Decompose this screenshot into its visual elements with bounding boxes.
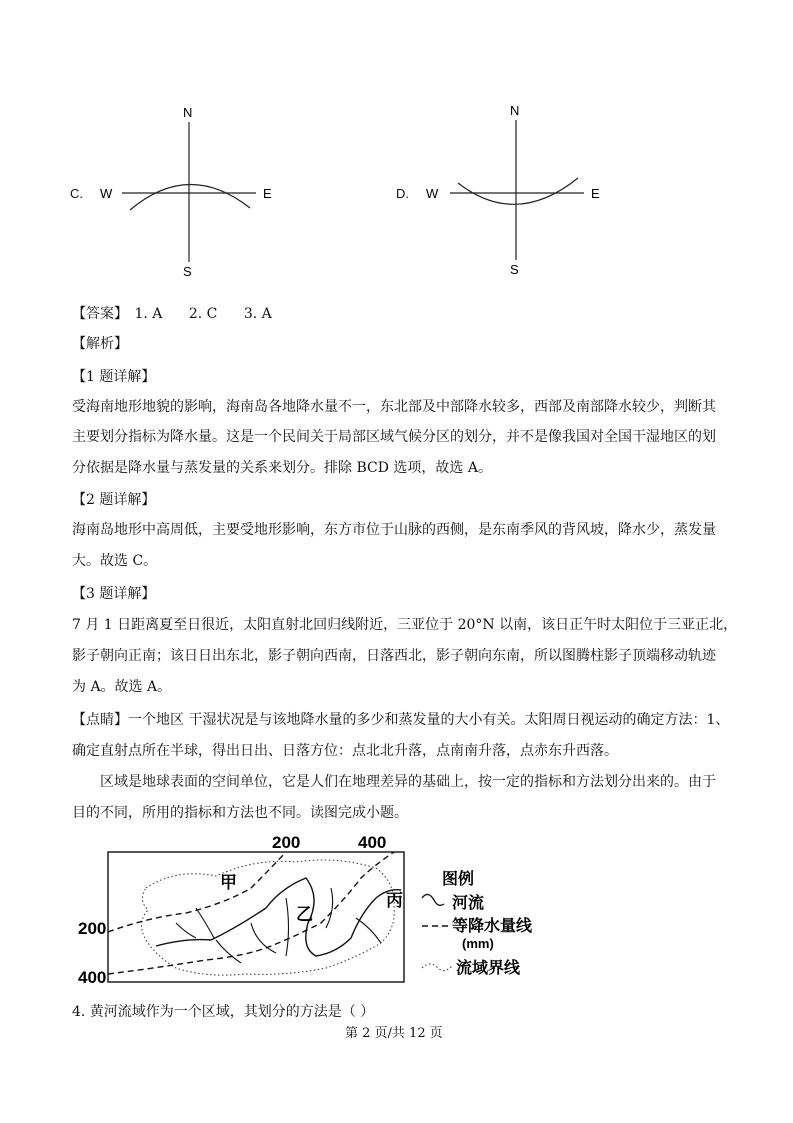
south-label: S: [183, 264, 192, 279]
west-label: W: [100, 186, 113, 201]
isohyet-200: [108, 852, 286, 932]
isohyet-label-200-left: 200: [78, 919, 107, 938]
east-label: E: [263, 186, 272, 201]
answer-line: [72, 304, 272, 324]
legend-isohyet-label: 等降水量线: [452, 918, 533, 935]
map-frame: [108, 852, 404, 982]
isohyet-label-200-top: 200: [272, 833, 301, 852]
river-tributaries: [176, 888, 381, 963]
east-label: E: [591, 186, 600, 201]
page-footer: 第 2 页/共 12 页: [345, 1026, 443, 1041]
isohyet-400: [108, 852, 394, 974]
region-label-jia: 甲: [220, 873, 237, 892]
south-label: S: [510, 262, 519, 277]
option-c-label: C.: [70, 186, 83, 201]
tip-line-1: 【点睛】一个地区 干湿状况是与该地降水量的多少和蒸发量的大小有关。太阳周日视运动的确定方法：1、: [72, 712, 730, 728]
option-d-label: D.: [396, 186, 409, 201]
legend-boundary-icon: [422, 964, 452, 971]
q1-line-1: 受海南地形地貌的影响，海南岛各地降水量不一，东北部及中部降水较多，西部及南部降水较少，判断其: [72, 399, 716, 415]
analysis-tag: 【解析】: [72, 336, 128, 352]
shadow-trajectory-curve: [458, 178, 578, 204]
north-label: N: [183, 105, 193, 120]
yellow-river-basin-map: [76, 828, 546, 993]
intro-line-1: 区域是地球表面的空间单位，它是人们在地理差异的基础上，按一定的指标和方法划分出来的。由于: [100, 774, 716, 790]
q3-line-2: 影子朝向正南；该日日出东北，影子朝向西南，日落西北，影子朝向东南，所以图腾柱影子顶端移动轨迹: [72, 648, 716, 664]
q1-heading: 【1 题详解】: [72, 369, 156, 385]
legend-title: 图例: [442, 871, 475, 888]
legend-boundary-label: 流域界线: [456, 960, 521, 977]
compass-diagram-c: [90, 100, 290, 280]
answer-3: 3. A: [243, 306, 272, 322]
q2-line-1: 海南岛地形中高周低，主要受地形影响，东方市位于山脉的西侧，是东南季风的背风坡，降水少，蒸发量: [72, 522, 716, 538]
region-label-yi: 乙: [296, 905, 313, 924]
q1-line-3: 分依据是降水量与蒸发量的关系来划分。排除 BCD 选项，故选 A。: [72, 460, 492, 476]
west-label: W: [426, 186, 439, 201]
region-label-bing: 丙: [386, 891, 403, 910]
compass-diagram-d: [418, 98, 618, 278]
q1-line-2: 主要划分指标为降水量。这是一个民间关于局部区域气候分区的划分，并不是像我国对全国干湿地区的划: [72, 429, 716, 445]
answer-tag: 【答案】: [72, 306, 128, 322]
isohyet-label-400-top: 400: [358, 833, 387, 852]
q3-line-3: 为 A。故选 A。: [72, 679, 172, 695]
legend-river-label: 河流: [452, 895, 485, 912]
answer-2: 2. C: [188, 306, 218, 322]
question-4: 4. 黄河流域作为一个区域，其划分的方法是（ ）: [72, 1004, 375, 1020]
shadow-trajectory-curve: [130, 184, 250, 210]
north-label: N: [510, 103, 520, 118]
river-main: [156, 878, 401, 956]
tip-line-2: 确定直射点所在半球，得出日出、日落方位：点北北升落，点南南升落，点赤东升西落。: [72, 743, 618, 759]
intro-line-2: 目的不同，所用的指标和方法也不同。读图完成小题。: [72, 805, 408, 821]
q2-line-2: 大。故选 C。: [72, 553, 158, 569]
answer-1: 1. A: [134, 306, 163, 322]
q3-heading: 【3 题详解】: [72, 586, 156, 602]
isohyet-label-400-left: 400: [78, 968, 107, 987]
legend-unit: (mm): [462, 936, 494, 951]
legend-river-icon: [422, 894, 444, 905]
q3-line-1: 7 月 1 日距离夏至日很近，太阳直射北回归线附近，三亚位于 20°N 以南，该日正午时太阳位于三亚正北，: [72, 617, 738, 633]
q2-heading: 【2 题详解】: [72, 492, 156, 508]
